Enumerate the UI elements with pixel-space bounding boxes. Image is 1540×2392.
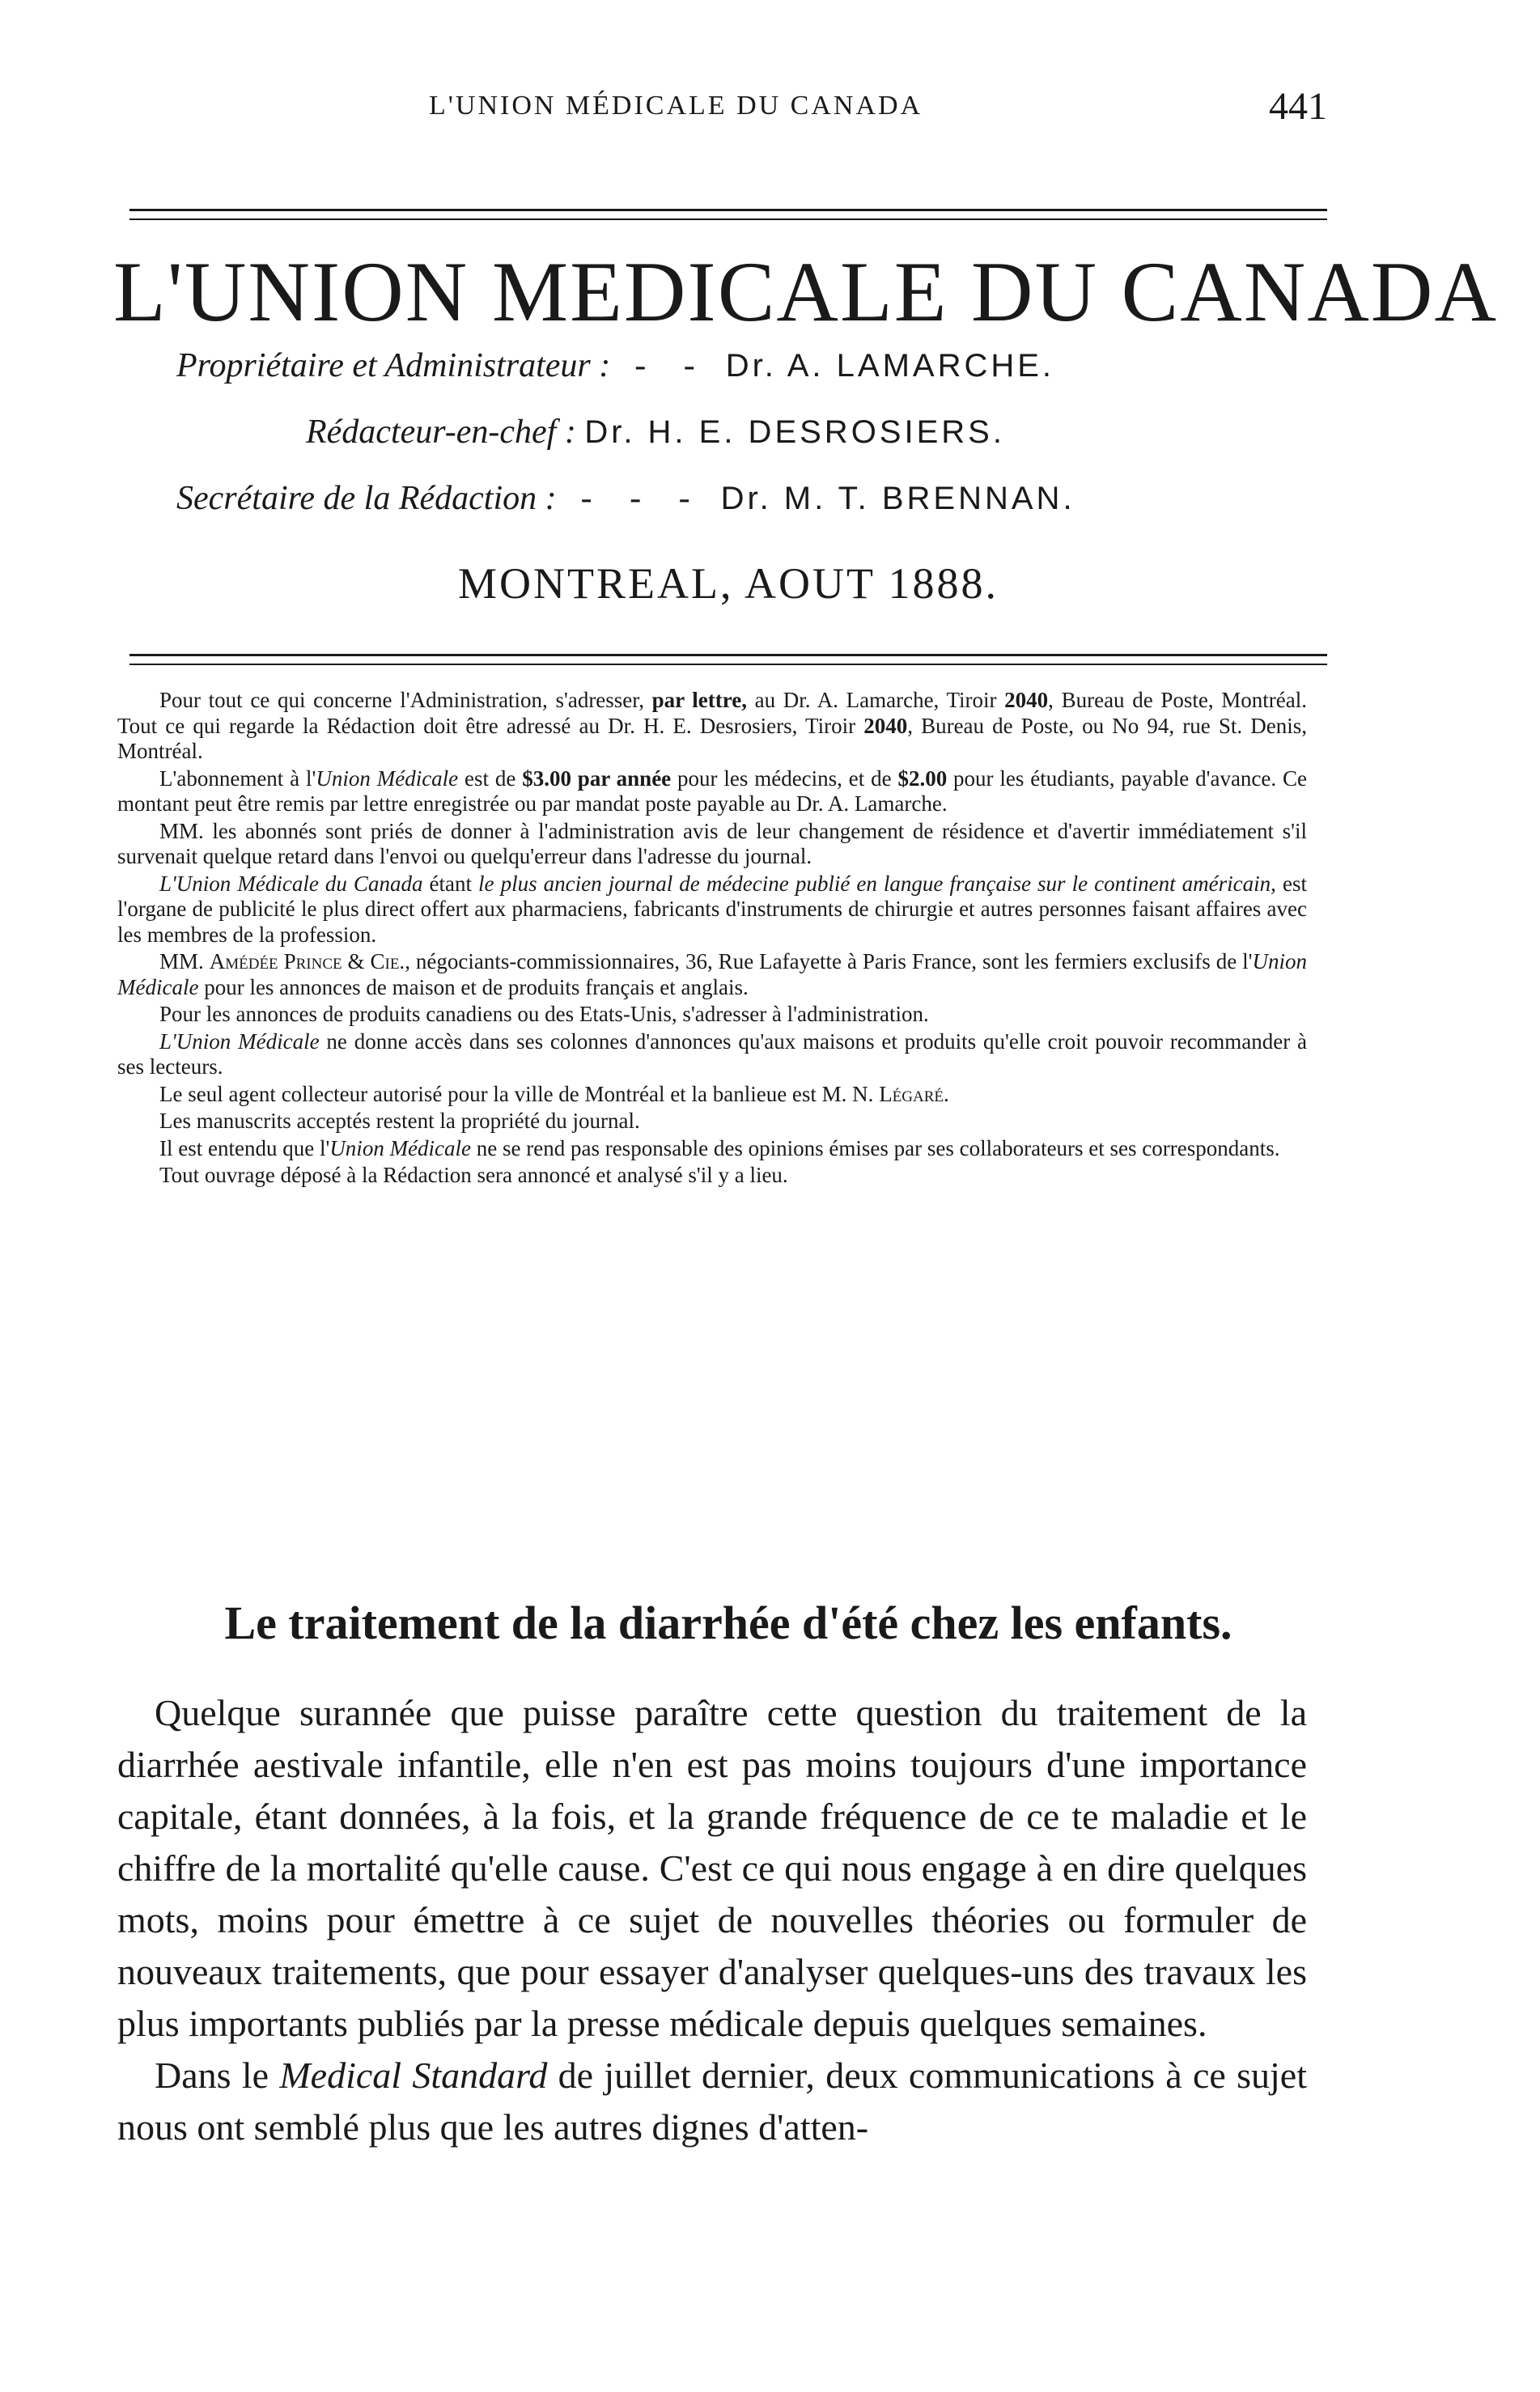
notice-text: pour les annonces de maison et de produits français et anglais. (198, 974, 749, 999)
article-text: de juillet dernier, deux communications à ce sujet nous ont semblé plus que les autres dignes d'atten- (117, 2055, 1307, 2148)
article-title: Le traitement de la diarrhée d'été chez les enfants. (224, 1597, 1232, 1649)
notice-text: au Dr. A. Lamarche, Tiroir (747, 688, 1005, 712)
notice-text: , Bureau de Poste, Montréal. Tout ce qui regarde la Rédaction doit être adressé au Dr. H. E. Desrosiers, Tiroir (117, 688, 1307, 738)
notice-text: , négociants-commissionnaires, 36, Rue Lafayette à Paris France, sont les fermiers exclusifs de l' (405, 949, 1253, 973)
notice-text: pour les médecins, et de (671, 766, 898, 791)
staff-name: Dr. A. LAMARCHE. (725, 348, 1055, 384)
journal-name: Union Médicale (117, 949, 1307, 999)
notice-text: . (944, 1081, 949, 1106)
notice-box-number: 2040 (1004, 688, 1049, 712)
notice-text: est de (458, 766, 523, 791)
notice-manuscripts: Les manuscrits acceptés restent la propriété du journal. (159, 1109, 640, 1133)
staff-line-editor (306, 413, 1005, 452)
notice-reviews: Tout ouvrage déposé à la Rédaction sera annoncé et analysé s'il y a lieu. (159, 1163, 788, 1187)
notice-administration (117, 688, 1307, 765)
staff-line-proprietor (176, 346, 1054, 385)
notice-canadian-ads: Pour les annonces de produits canadiens ou des Etats-Unis, s'adresser à l'administration. (159, 1002, 929, 1026)
journal-name: Union Médicale (316, 766, 459, 791)
journal-name: L'Union Médicale du Canada (159, 871, 423, 896)
staff-name: Dr. M. T. BRENNAN. (720, 481, 1075, 516)
notice-text: ne se rend pas responsable des opinions émises par ses collaborateurs et ses correspondants. (471, 1135, 1280, 1160)
notice-text: MM. (159, 949, 210, 973)
masthead-title: L'UNION MEDICALE DU CANADA (113, 244, 1498, 339)
notice-box-number: 2040 (863, 713, 908, 738)
dateline: MONTREAL, AOUT 1888. (457, 559, 999, 608)
notice-text: ne donne accès dans ses colonnes d'annonces qu'aux maisons et produits qu'elle croit pouvoir recommander à ses lecteurs. (117, 1028, 1307, 1079)
cited-journal: Medical Standard (279, 2055, 548, 2096)
article-paragraph (117, 2050, 1307, 2153)
notice-text: pour les étudiants, payable d'avance. Ce montant peut être remis par lettre enregistrée ou par mandat poste payable au Dr. A. Lamarche. (117, 766, 1307, 816)
page-number: 441 (1269, 85, 1327, 128)
staff-line-secretary (176, 479, 1075, 518)
notice-emphasis: par lettre, (651, 688, 747, 712)
notice-text: étant (422, 871, 479, 896)
journal-name: L'Union Médicale (159, 1028, 320, 1054)
subscription-price: $3.00 par année (522, 766, 672, 791)
staff-dashes: - - - (580, 480, 705, 517)
notice-advertising (117, 872, 1307, 948)
collector-name: Légaré (879, 1081, 944, 1106)
agent-name: Amédée Prince & Cie. (209, 949, 405, 973)
notice-ad-policy (117, 1029, 1307, 1080)
staff-role: Rédacteur-en-chef : (306, 414, 576, 451)
staff-role: Secrétaire de la Rédaction : (176, 480, 557, 517)
notices-section (117, 688, 1307, 1190)
article-paragraph: Quelque surannée que puisse paraître cette question du traitement de la diarrhée aestivale infantile, elle n'en est pas moins toujours d'une importance capitale, étant données, à la fois, et la grande fréquence de ce te maladie et le chiffre de la mortalité qu'elle cause. C'est ce qui nous engage à en dire quelques mots, moins pour émettre à ce sujet de nouvelles théories ou formuler de nouveaux traitements, que pour essayer d'analyser quelques-uns des travaux les plus importants publiés par la presse médicale depuis quelques semaines. (117, 1692, 1307, 2044)
student-price: $2.00 (897, 766, 948, 791)
masthead-top-rule (129, 209, 1327, 220)
article-text: Dans le (155, 2055, 280, 2096)
notice-change-of-address: MM. les abonnés sont priés de donner à l'administration avis de leur changement de résidence et d'avertir immédiatement s'il survenait quelque retard dans l'envoi ou quelqu'erreur dans l'adresse du journal. (117, 818, 1307, 868)
article-body (117, 1687, 1307, 2153)
staff-role: Propriétaire et Administrateur : (176, 347, 611, 384)
notice-subscription (117, 766, 1307, 817)
journal-name: Union Médicale (329, 1135, 472, 1160)
notice-paris-agents (117, 949, 1307, 1000)
notice-collector (117, 1082, 1307, 1108)
notice-text: Il est entendu que l' (159, 1135, 330, 1160)
notice-text: Le seul agent collecteur autorisé pour la ville de Montréal et la banlieue est M. N. (159, 1081, 880, 1106)
notice-text: Pour tout ce qui concerne l'Administration, s'adresser, (159, 688, 652, 712)
notice-disclaimer (117, 1136, 1307, 1162)
notice-emphasis: le plus ancien journal de médecine publié en langue française sur le continent américain, (478, 871, 1276, 896)
notice-text: L'abonnement à l' (159, 766, 316, 791)
masthead-bottom-rule (129, 654, 1327, 665)
notice-text: est l'organe de publicité le plus direct offert aux pharmaciens, fabricants d'instruments de chirurgie et autres personnes faisant affaires avec les membres de la profession. (117, 871, 1307, 947)
staff-name: Dr. H. E. DESROSIERS. (584, 414, 1005, 450)
running-head (129, 85, 1327, 139)
running-title: L'UNION MÉDICALE DU CANADA (429, 91, 923, 121)
notice-text: , Bureau de Poste, ou No 94, rue St. Denis, Montréal. (117, 713, 1307, 763)
staff-dashes: - - (634, 347, 710, 384)
